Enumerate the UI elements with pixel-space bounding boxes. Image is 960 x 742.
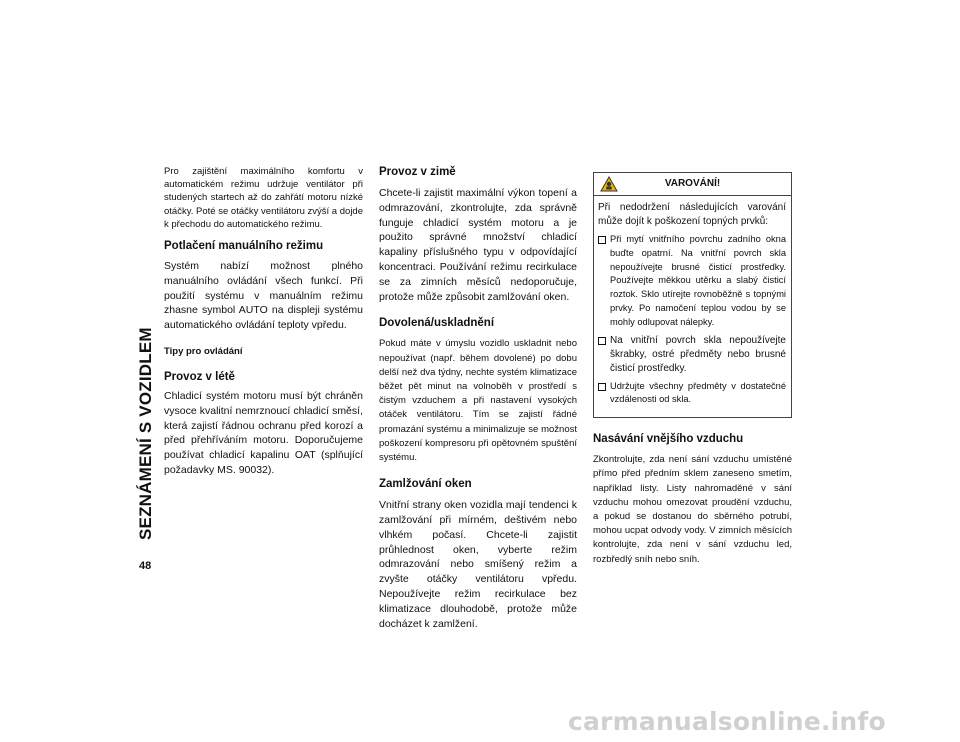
paragraph-vacation-storage: Pokud máte v úmyslu vozidlo uskladnit nebo nepoužívat (např. během dovolené) po dobu delší než dva týdny, nechte systém klimatizace běžet pět minut na volnoběh v prostředí s čistým vzduchem a při nastavení vysokých otáček ventilátoru. Tím se zajistí řádné promazání systému a minimalizuje se možnost poškození kompresoru při opětovném spuštění systému.	[379, 338, 577, 463]
heading-vacation-storage: Dovolená/uskladnění	[379, 317, 495, 330]
page-number: 48	[139, 560, 152, 572]
watermark: carmanualsonline.info	[568, 707, 886, 736]
paragraph-winter-operation: Chcete-li zajistit maximální výkon topení a odmrazování, zkontrolujte, zda správně funguje chladicí systém motoru a je použito správné množství chladicí kapaliny příslušného typu v odpovídající koncentraci. Používání režimu recirkulace se za zimních měsíců nedoporučuje, protože může způsobit zamlžování oken.	[379, 187, 577, 303]
warning-item: Na vnitřní povrch skla nepoužívejte škrabky, ostré předměty nebo brusné čisticí prostředky.	[598, 334, 786, 376]
intro-paragraph: Pro zajištění maximálního komfortu v automatickém režimu udržuje ventilátor při studených startech až do zahřátí motoru nízké otáčky. Poté se otáčky ventilátoru zvýší a dojde k přechodu do automatického režimu.	[164, 166, 363, 230]
heading-outside-air-intake: Nasávání vnějšího vzduchu	[593, 433, 744, 446]
chapter-title	[136, 160, 164, 540]
heading-manual-override: Potlačení manuálního režimu	[164, 240, 324, 253]
heading-operating-tips: Tipy pro ovládání	[164, 346, 243, 357]
warning-triangle-icon	[600, 176, 618, 192]
paragraph-summer-operation: Chladicí systém motoru musí být chráněn vysoce kvalitní nemrznoucí chladicí směsí, která zajistí řádnou ochranu před korozí a před přehříváním motoru. Doporučujeme používat chladicí kapalinu OAT (splňující požadavky MS. 90032).	[164, 390, 363, 476]
heading-winter-operation: Provoz v zimě	[379, 166, 456, 178]
heading-summer-operation: Provoz v létě	[164, 371, 235, 383]
paragraph-manual-override: Systém nabízí možnost plného manuálního ovládání všech funkcí. Při použití systému v manuálním režimu zhasne symbol AUTO na displeji systému automatického ovládání teploty vpředu.	[164, 260, 363, 332]
bullet-box-icon	[598, 383, 606, 391]
column-1	[164, 165, 363, 478]
paragraph-window-fogging: Vnitřní strany oken vozidla mají tendenci k zamlžování při mírném, deštivém nebo vlhkém počasí. Chcete-li zajistit průhlednost oken, vyberte režim odmrazování nebo smíšený režim a zvyšte otáčky ventilátoru vpředu. Nepoužívejte režim recirkulace bez klimatizace dlouhodobě, protože může docházet k zamlžení.	[379, 499, 577, 630]
column-3	[593, 172, 792, 567]
warning-list	[598, 233, 786, 407]
warning-title: VAROVÁNÍ!	[664, 178, 721, 189]
paragraph-outside-air-intake: Zkontrolujte, zda není sání vzduchu umístěné přímo před předním sklem zaneseno smetím, například listy. Listy nahromaděné v sání vzduchu mohou omezovat proudění vzduchu, a pokud se dostanou do sběrného potrubí, mohou ucpat odvody vody. V zimních měsících kontrolujte, zda není v sání vzduchu led, rozbředlý sníh nebo sníh.	[593, 454, 792, 565]
chapter-title-text: SEZNÁMENÍ S VOZIDLEM	[136, 327, 155, 540]
warning-item: Udržujte všechny předměty v dostatečné vzdálenosti od skla.	[598, 380, 786, 408]
warning-header	[594, 173, 791, 196]
warning-item: Při mytí vnitřního povrchu zadního okna buďte opatrní. Na vnitřní povrch skla nepoužívejte brusné čisticí prostředky. Používejte měkkou utěrku a slabý čisticí roztok. Sklo utírejte rovnoběžně s topnými prvky. Po namočení teplou vodou by se mohly odlupovat nálepky.	[598, 233, 786, 330]
column-2	[379, 165, 577, 631]
bullet-box-icon	[598, 236, 606, 244]
bullet-box-icon	[598, 337, 606, 345]
warning-box	[593, 172, 792, 418]
heading-window-fogging: Zamlžování oken	[379, 478, 472, 491]
warning-intro: Při nedodržení následujících varování může dojít k poškození topných prvků:	[598, 202, 786, 227]
